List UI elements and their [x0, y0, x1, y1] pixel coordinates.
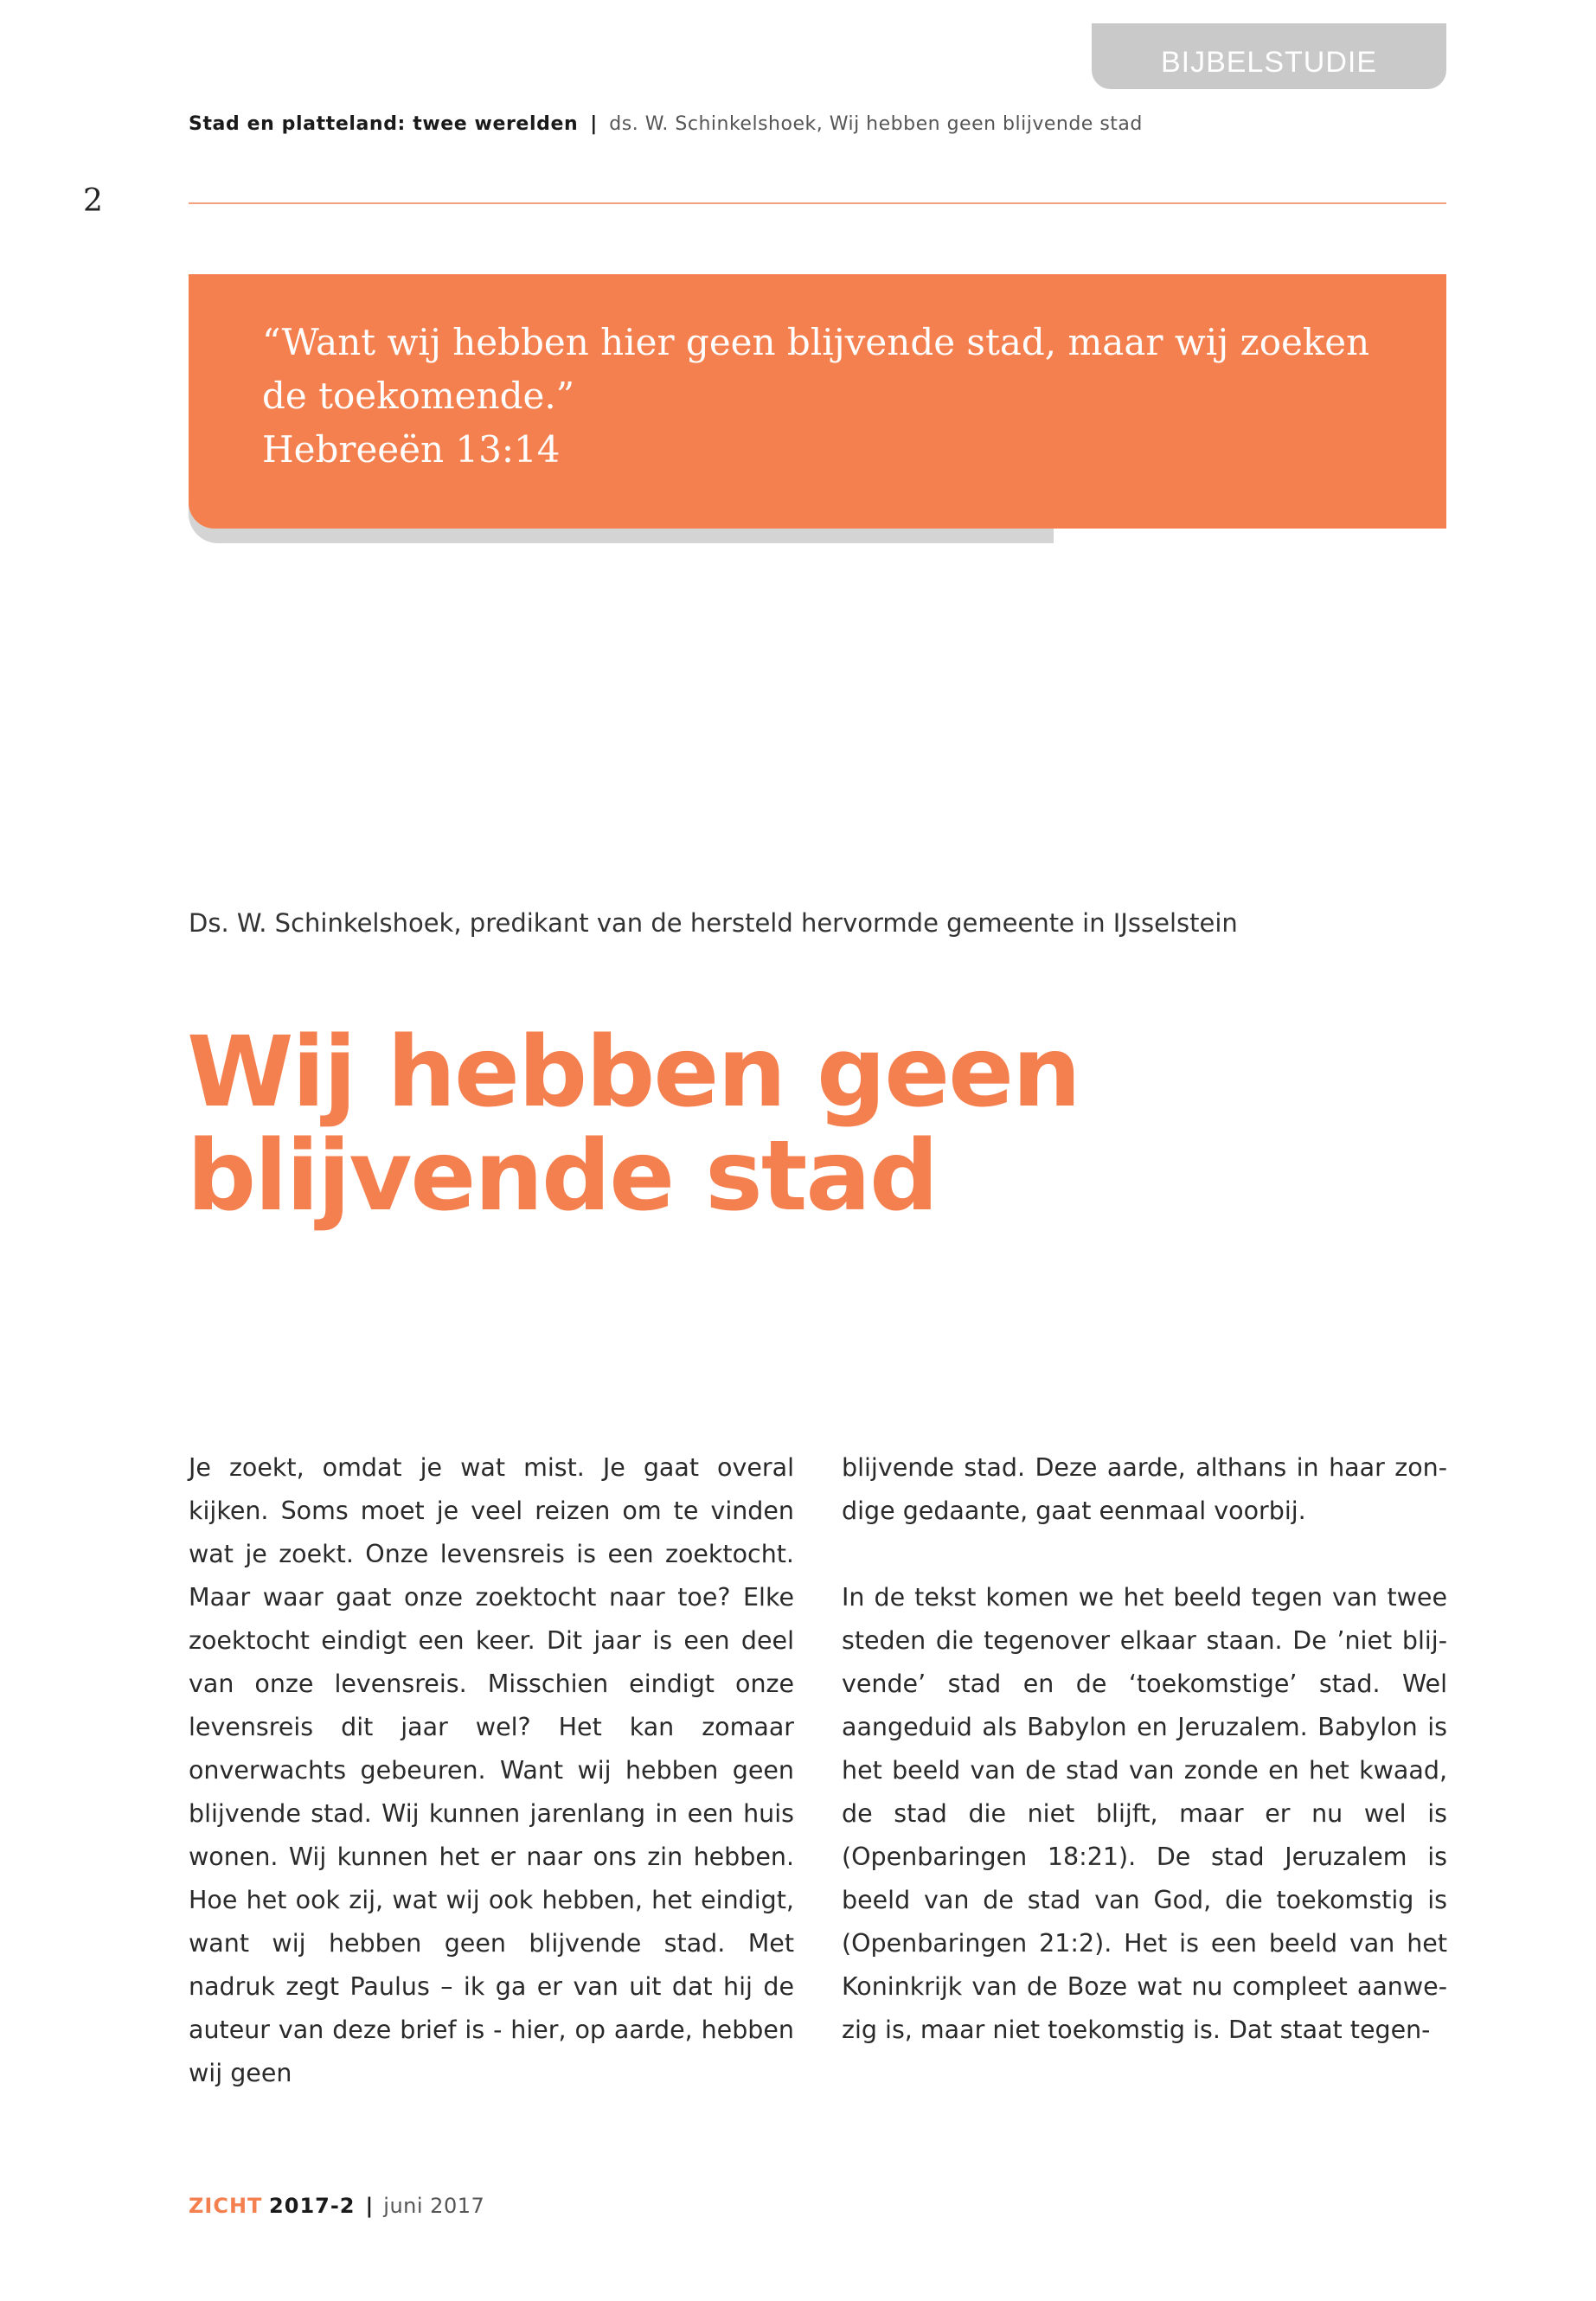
header-divider — [189, 202, 1446, 204]
footer-brand: ZICHT — [189, 2194, 263, 2218]
article-title — [187, 1016, 1398, 1233]
quote-reference: Hebreeën 13:14 — [262, 428, 561, 471]
running-head-separator: | — [590, 113, 598, 135]
article-title-line-1: Wij hebben geen — [187, 1016, 1080, 1129]
paragraph: In de tekst komen we het beeld tegen van twee steden die tegenover elkaar staan. De ’niet blijvende’ stad en de ‘toekomstige’ stad. Wel aangeduid als Babylon en Jeruzalem. Babylon is het beeld van de stad van zonde en het kwaad, de stad die niet blijft, maar er nu wel is (Openbaringen 18:21). De stad Jeruzalem is beeld van de stad van God, die toekomstig is (Openbaringen 21:2). Het is een beeld van het Koninkrijk van de Boze wat nu compleet aanwezig is, maar niet toekomstig is. Dat staat tegen- — [842, 1583, 1447, 2044]
page-number: 2 — [83, 183, 103, 219]
paragraph: Je zoekt, omdat je wat mist. Je gaat overal kijken. Soms moet je veel reizen om te vinden wat je zoekt. Onze levensreis is een zoektocht. Maar waar gaat onze zoektocht naar toe? Elke zoektocht eindigt een keer. Dit jaar is een deel van onze levensreis. Misschien eindigt onze levensreis dit jaar wel? Het kan zomaar onverwachts gebeuren. Want wij hebben geen blijvende stad. Wij kunnen jarenlang in een huis wonen. Wij kunnen het er naar ons zin hebben. Hoe het ook zij, wat wij ook hebben, het eindigt, want wij hebben geen blijvende stad. Met nadruk zegt Paulus – ik ga er van uit dat hij de auteur van deze brief is - hier, op aarde, hebben wij geen — [189, 1453, 794, 2087]
page-footer — [189, 2194, 484, 2218]
footer-separator: | — [365, 2194, 374, 2218]
paragraph: blijvende stad. Deze aarde, althans in haar zondige gedaante, gaat eenmaal voorbij. — [842, 1453, 1447, 1525]
footer-date: juni 2017 — [383, 2194, 485, 2218]
author-line: Ds. W. Schinkelshoek, predikant van de hersteld hervormde gemeente in IJsselstein — [189, 908, 1238, 938]
bible-quote-box — [189, 274, 1446, 529]
article-title-line-2: blijvende stad — [187, 1120, 938, 1233]
running-head — [189, 113, 1143, 135]
body-column-left — [189, 1446, 794, 2095]
quote-line-1: “Want wij hebben hier geen blijvende stad, maar wij zoeken — [262, 321, 1370, 363]
footer-issue: 2017-2 — [269, 2194, 356, 2218]
running-head-article: ds. W. Schinkelshoek, Wij hebben geen blijvende stad — [609, 113, 1143, 135]
running-head-section: Stad en platteland: twee werelden — [189, 113, 579, 135]
section-tab: BIJBELSTUDIE — [1092, 23, 1446, 89]
quote-line-2: de toekomende.” — [262, 375, 575, 417]
body-column-right — [842, 1446, 1447, 2052]
